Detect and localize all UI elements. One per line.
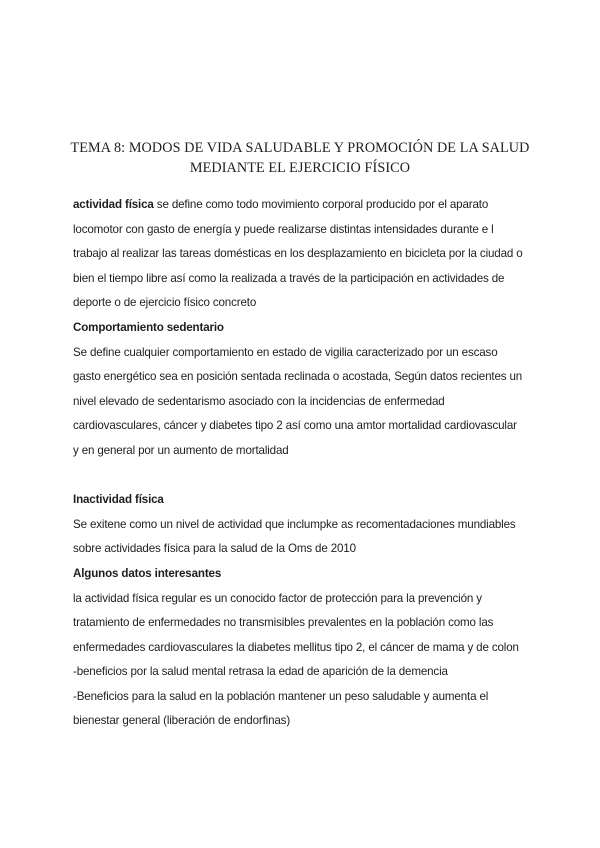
section-comportamiento-sedentario: [73, 316, 543, 464]
paragraph-line: [73, 193, 543, 218]
section-actividad-fisica: [73, 193, 543, 316]
paragraph-line: cardiovasculares, cáncer y diabetes tipo 2 así como una amtor mortalidad cardiovascular: [73, 419, 517, 433]
paragraph-line: la actividad física regular es un conocido factor de protección para la prevención y: [73, 591, 482, 605]
section-inactividad-fisica: [73, 488, 543, 562]
paragraph-line: tratamiento de enfermedades no transmisibles prevalentes en la población como las: [73, 616, 494, 630]
document-title: [60, 138, 540, 178]
paragraph-line: sobre actividades física para la salud de la Oms de 2010: [73, 542, 356, 556]
term-actividad-fisica: actividad física: [73, 198, 154, 211]
section-heading: Comportamiento sedentario: [73, 320, 224, 334]
paragraph-line: nivel elevado de sedentarismo asociado con la incidencias de enfermedad: [73, 394, 445, 408]
paragraph-line: -beneficios por la salud mental retrasa la edad de aparición de la demencia: [73, 665, 448, 679]
title-line-2: MEDIANTE EL EJERCICIO FÍSICO: [189, 160, 411, 176]
section-datos-interesantes: [73, 562, 543, 734]
paragraph-line: locomotor con gasto de energía y puede realizarse distintas intensidades durante e l: [73, 222, 494, 236]
paragraph-line: deporte o de ejercicio físico concreto: [73, 296, 257, 310]
paragraph-line: gasto energético sea en posición sentada reclinada o acostada, Según datos recientes un: [73, 370, 523, 384]
blank-line: [73, 464, 543, 489]
paragraph-line: Se define cualquier comportamiento en estado de vigilia caracterizado por un escaso: [73, 345, 498, 359]
title-line-1: TEMA 8: MODOS DE VIDA SALUDABLE Y PROMOCIÓN DE LA SALUD: [70, 140, 530, 156]
paragraph-line: -Beneficios para la salud en la población mantener un peso saludable y aumenta el: [73, 689, 489, 703]
document-body: [73, 193, 543, 734]
paragraph-line: enfermedades cardiovasculares la diabetes mellitus tipo 2, el cáncer de mama y de colon: [73, 640, 519, 654]
section-heading: Inactividad física: [73, 493, 164, 507]
definition-text: se define como todo movimiento corporal producido por el aparato: [153, 198, 489, 211]
paragraph-line: bien el tiempo libre así como la realizada a través de la participación en actividades de: [73, 271, 505, 285]
paragraph-line: y en general por un aumento de mortalidad: [73, 443, 289, 457]
paragraph-line: bienestar general (liberación de endorfinas): [73, 714, 291, 728]
paragraph-line: Se exitene como un nivel de actividad que inclumpke as recomentadaciones mundiables: [73, 517, 516, 531]
paragraph-line: trabajo al realizar las tareas domésticas en los desplazamiento en bicicleta por la ciudad o: [73, 247, 523, 261]
section-heading: Algunos datos interesantes: [73, 566, 222, 580]
